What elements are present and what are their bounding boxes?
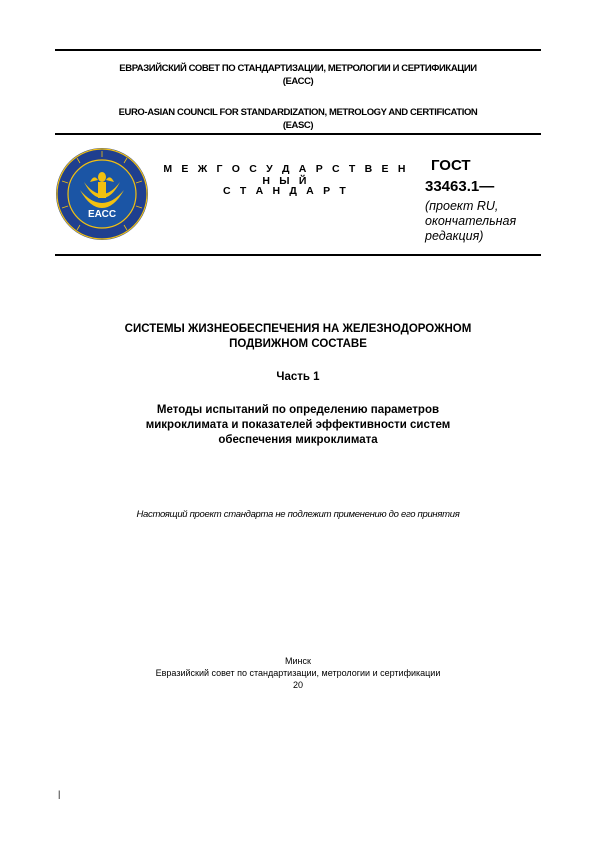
gost-status-line3: редакция) — [425, 229, 484, 243]
org-name-en — [55, 106, 541, 132]
logo-text: ЕАСС — [87, 209, 117, 220]
document-title — [40, 322, 556, 352]
subtitle-line3: обеспечения микроклимата — [218, 434, 378, 446]
org-name-ru — [55, 62, 541, 88]
title-line2: ПОДВИЖНОМ СОСТАВЕ — [229, 338, 367, 350]
standard-rule — [55, 254, 541, 256]
subtitle-line1: Методы испытаний по определению параметров — [156, 404, 440, 416]
org-name-en-line1: EURO-ASIAN COUNCIL FOR STANDARDIZATION, METROLOGY AND CERTIFICATION — [118, 107, 478, 118]
org-name-ru-line1: ЕВРАЗИЙСКИЙ СОВЕТ ПО СТАНДАРТИЗАЦИИ, МЕТРОЛОГИИ И СЕРТИФИКАЦИИ — [119, 63, 477, 74]
footer — [40, 655, 556, 691]
top-rule — [55, 49, 541, 51]
gost-number: 33463.1— — [425, 178, 495, 195]
header-rule — [55, 133, 541, 135]
footer-city: Минск — [285, 656, 311, 666]
org-abbr-ru: (ЕАСС) — [282, 76, 314, 87]
subtitle-line2: микроклимата и показателей эффективности систем — [145, 419, 451, 431]
easc-logo — [54, 146, 150, 242]
part-label: Часть 1 — [276, 371, 320, 383]
gost-status-line1: (проект RU, — [425, 199, 499, 213]
footer-year: 20 — [292, 680, 303, 690]
gost-label: ГОСТ — [431, 157, 471, 174]
standard-kind-line1: М Е Ж Г О С У Д А Р С Т В Е Н Н Ы Й — [163, 163, 409, 187]
draft-notice: Настоящий проект стандарта не подлежит применению до его принятия — [136, 509, 460, 520]
title-line1: СИСТЕМЫ ЖИЗНЕОБЕСПЕЧЕНИЯ НА ЖЕЛЕЗНОДОРОЖНОМ — [124, 323, 472, 335]
org-abbr-en: (EASC) — [282, 120, 314, 131]
standard-kind-line2: С Т А Н Д А Р Т — [222, 185, 350, 197]
page-marker: | — [58, 789, 61, 799]
document-subtitle — [40, 403, 556, 448]
gost-status — [425, 199, 516, 244]
gost-status-line2: окончательная — [425, 214, 517, 228]
footer-publisher: Евразийский совет по стандартизации, метрологии и сертификации — [155, 668, 441, 678]
